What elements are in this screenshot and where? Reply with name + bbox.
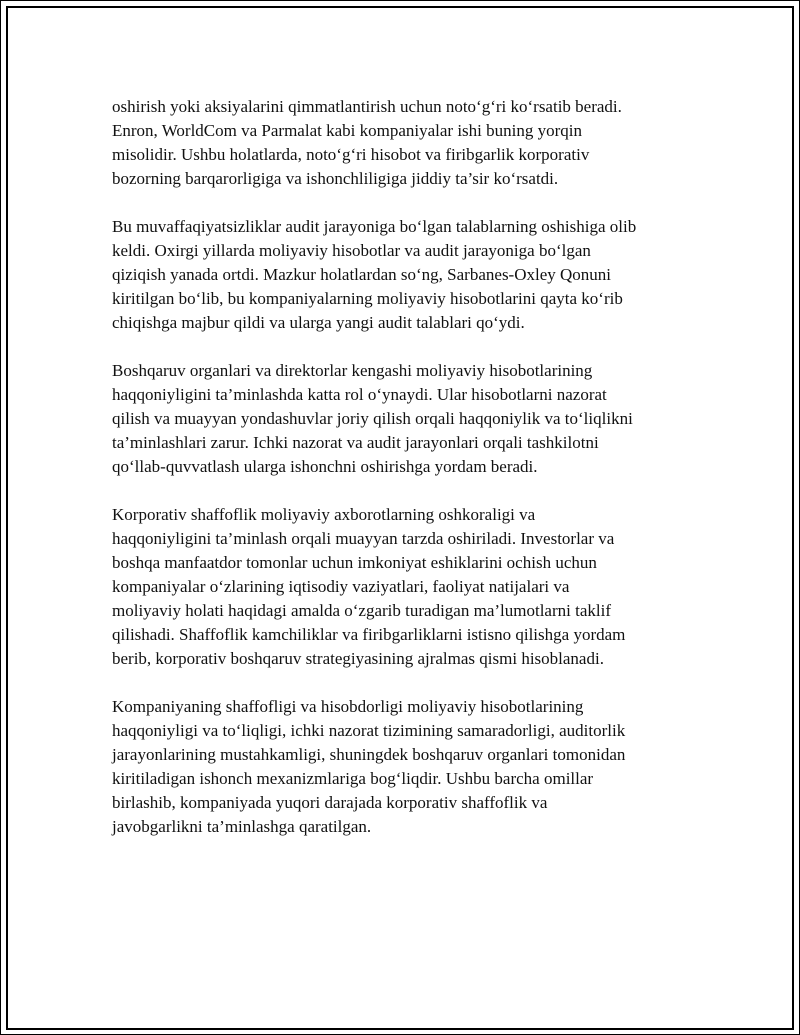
document-body <box>112 95 694 863</box>
paragraph-5: Kompaniyaning shaffofligi va hisobdorligi moliyaviy hisobotlarining haqqoniyligi va to‘liqligi, ichki nazorat tizimining samaradorligi, auditorlik jarayonlarining mustahkamligi, shuningdek boshqaruv organlari tomonidan kiritiladigan ishonch mexanizmlariga bog‘liqdir. Ushbu barcha omillar birlashib, kompaniyada yuqori darajada korporativ shaffoflik va javobgarlikni ta’minlashga qaratilgan. <box>112 697 626 836</box>
paragraph-3: Boshqaruv organlari va direktorlar kengashi moliyaviy hisobotlarining haqqoniyligini ta’minlashda katta rol o‘ynaydi. Ular hisobotlarni nazorat qilish va muayyan yondashuvlar joriy qilish orqali haqqoniylik va to‘liqlikni ta’minlashlari zarur. Ichki nazorat va audit jarayonlari orqali tashkilotni qo‘llab-quvvatlash ularga ishonchni oshirishga yordam beradi. <box>112 361 633 476</box>
paragraph-4: Korporativ shaffoflik moliyaviy axborotlarning oshkoraligi va haqqoniyligini ta’minlash orqali muayyan tarzda oshiriladi. Investorlar va boshqa manfaatdor tomonlar uchun imkoniyat eshiklarini ochish uchun kompaniyalar o‘zlarining iqtisodiy vaziyatlari, faoliyat natijalari va moliyaviy holati haqidagi amalda o‘zgarib turadigan ma’lumotlarni taklif qilishadi. Shaffoflik kamchiliklar va firibgarliklarni istisno qilishga yordam berib, korporativ boshqaruv strategiyasining ajralmas qismi hisoblanadi. <box>112 505 626 668</box>
paragraph-2: Bu muvaffaqiyatsizliklar audit jarayoniga bo‘lgan talablarning oshishiga olib keldi. Oxirgi yillarda moliyaviy hisobotlar va audit jarayoniga bo‘lgan qiziqish yanada ortdi. Mazkur holatlardan so‘ng, Sarbanes-Oxley Qonuni kiritilgan bo‘lib, bu kompaniyalarning moliyaviy hisobotlarini qayta ko‘rib chiqishga majbur qildi va ularga yangi audit talablari qo‘ydi. <box>112 217 637 332</box>
paragraph-1: oshirish yoki aksiyalarini qimmatlantirish uchun noto‘g‘ri ko‘rsatib beradi. Enron, WorldCom va Parmalat kabi kompaniyalar ishi buning yorqin misolidir. Ushbu holatlarda, noto‘g‘ri hisobot va firibgarlik korporativ bozorning barqarorligiga va ishonchliligiga jiddiy ta’sir ko‘rsatdi. <box>112 97 622 188</box>
